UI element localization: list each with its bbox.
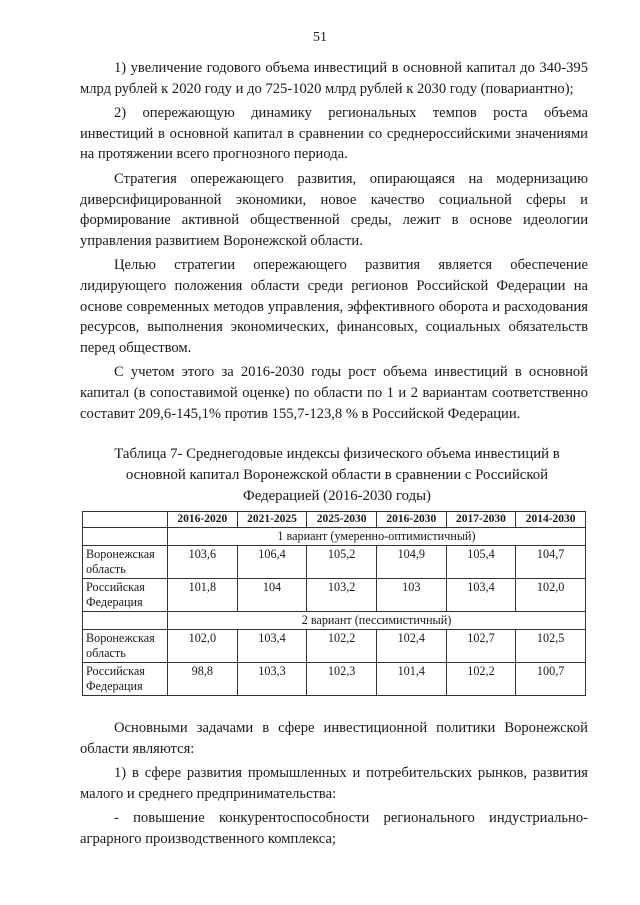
table-row bbox=[83, 630, 586, 663]
variant-empty-cell bbox=[83, 612, 168, 630]
value-cell: 104,9 bbox=[376, 546, 446, 579]
value-cell: 101,4 bbox=[376, 663, 446, 696]
value-cell: 105,4 bbox=[446, 546, 516, 579]
paragraph: С учетом этого за 2016-2030 годы рост объема инвестиций в основной капитал (в сопоставимой оценке) по области по 1 и 2 вариантам соответственно составит 209,6-145,1% против 155,7-123,8 % в Российской Федерации. bbox=[80, 364, 588, 422]
paragraph: Стратегия опережающего развития, опирающаяся на модернизацию диверсифицированной экономики, новое качество социальной сферы и формирование активной общественной среды, лежит в основе идеологии управления развитием Воронежской области. bbox=[80, 170, 588, 249]
value-cell: 102,4 bbox=[376, 630, 446, 663]
document-body bbox=[80, 58, 588, 854]
value-cell: 102,2 bbox=[446, 663, 516, 696]
value-cell: 102,0 bbox=[516, 579, 586, 612]
value-cell: 102,0 bbox=[168, 630, 238, 663]
value-cell: 104 bbox=[237, 579, 307, 612]
table-row bbox=[83, 663, 586, 696]
variant-label: 2 вариант (пессимистичный) bbox=[168, 612, 586, 630]
value-cell: 103,3 bbox=[237, 663, 307, 696]
tasks-section bbox=[80, 718, 588, 850]
value-cell: 103,6 bbox=[168, 546, 238, 579]
table-row bbox=[83, 579, 586, 612]
header-empty-cell bbox=[83, 512, 168, 528]
value-cell: 104,7 bbox=[516, 546, 586, 579]
value-cell: 103,4 bbox=[237, 630, 307, 663]
region-cell: Воронежская область bbox=[83, 630, 168, 663]
page-number: 51 bbox=[313, 30, 327, 45]
paragraph: Целью стратегии опережающего развития является обеспечение лидирующего положения области среди регионов Российской Федерации на основе современных методов управления, эффективного оборота и расходования ресурсов, выполнения экономических, финансовых, социальных обязательств перед обществом. bbox=[80, 257, 588, 356]
variant-row bbox=[83, 612, 586, 630]
value-cell: 102,2 bbox=[307, 630, 377, 663]
value-cell: 98,8 bbox=[168, 663, 238, 696]
table-row bbox=[83, 546, 586, 579]
paragraph: 1) увеличение годового объема инвестиций в основной капитал до 340-395 млрд рублей к 2020 году и до 725-1020 млрд рублей к 2030 году (повариантно); bbox=[80, 60, 588, 97]
variant-label: 1 вариант (умеренно-оптимистичный) bbox=[168, 528, 586, 546]
value-cell: 103,4 bbox=[446, 579, 516, 612]
value-cell: 100,7 bbox=[516, 663, 586, 696]
value-cell: 102,3 bbox=[307, 663, 377, 696]
table-caption: Таблица 7- Среднегодовые индексы физического объема инвестиций в основной капитал Воронежской области в сравнении с Российской Федерацией (2016-2030 годы) bbox=[114, 446, 560, 505]
paragraph: 2) опережающую динамику региональных темпов роста объема инвестиций в основной капитал в сравнении со среднероссийскими значениями на протяжении всего прогнозного периода. bbox=[80, 105, 588, 163]
column-header: 2016-2020 bbox=[168, 512, 238, 528]
variant-row bbox=[83, 528, 586, 546]
value-cell: 105,2 bbox=[307, 546, 377, 579]
value-cell: 102,5 bbox=[516, 630, 586, 663]
region-cell: Воронежская область bbox=[83, 546, 168, 579]
paragraph: - повышение конкурентоспособности регионального индустриально-аграрного производственного комплекса; bbox=[80, 810, 588, 848]
value-cell: 103 bbox=[376, 579, 446, 612]
table-header-row bbox=[83, 512, 586, 528]
value-cell: 101,8 bbox=[168, 579, 238, 612]
value-cell: 102,7 bbox=[446, 630, 516, 663]
paragraph: 1) в сфере развития промышленных и потребительских рынков, развития малого и среднего предпринимательства: bbox=[80, 765, 588, 802]
column-header: 2025-2030 bbox=[307, 512, 377, 528]
investment-index-table bbox=[82, 511, 586, 696]
column-header: 2016-2030 bbox=[376, 512, 446, 528]
region-cell: Российская Федерация bbox=[83, 663, 168, 696]
region-cell: Российская Федерация bbox=[83, 579, 168, 612]
value-cell: 106,4 bbox=[237, 546, 307, 579]
column-header: 2014-2030 bbox=[516, 512, 586, 528]
column-header: 2021-2025 bbox=[237, 512, 307, 528]
column-header: 2017-2030 bbox=[446, 512, 516, 528]
paragraph: Основными задачами в сфере инвестиционной политики Воронежской области являются: bbox=[80, 720, 588, 757]
value-cell: 103,2 bbox=[307, 579, 377, 612]
variant-empty-cell bbox=[83, 528, 168, 546]
